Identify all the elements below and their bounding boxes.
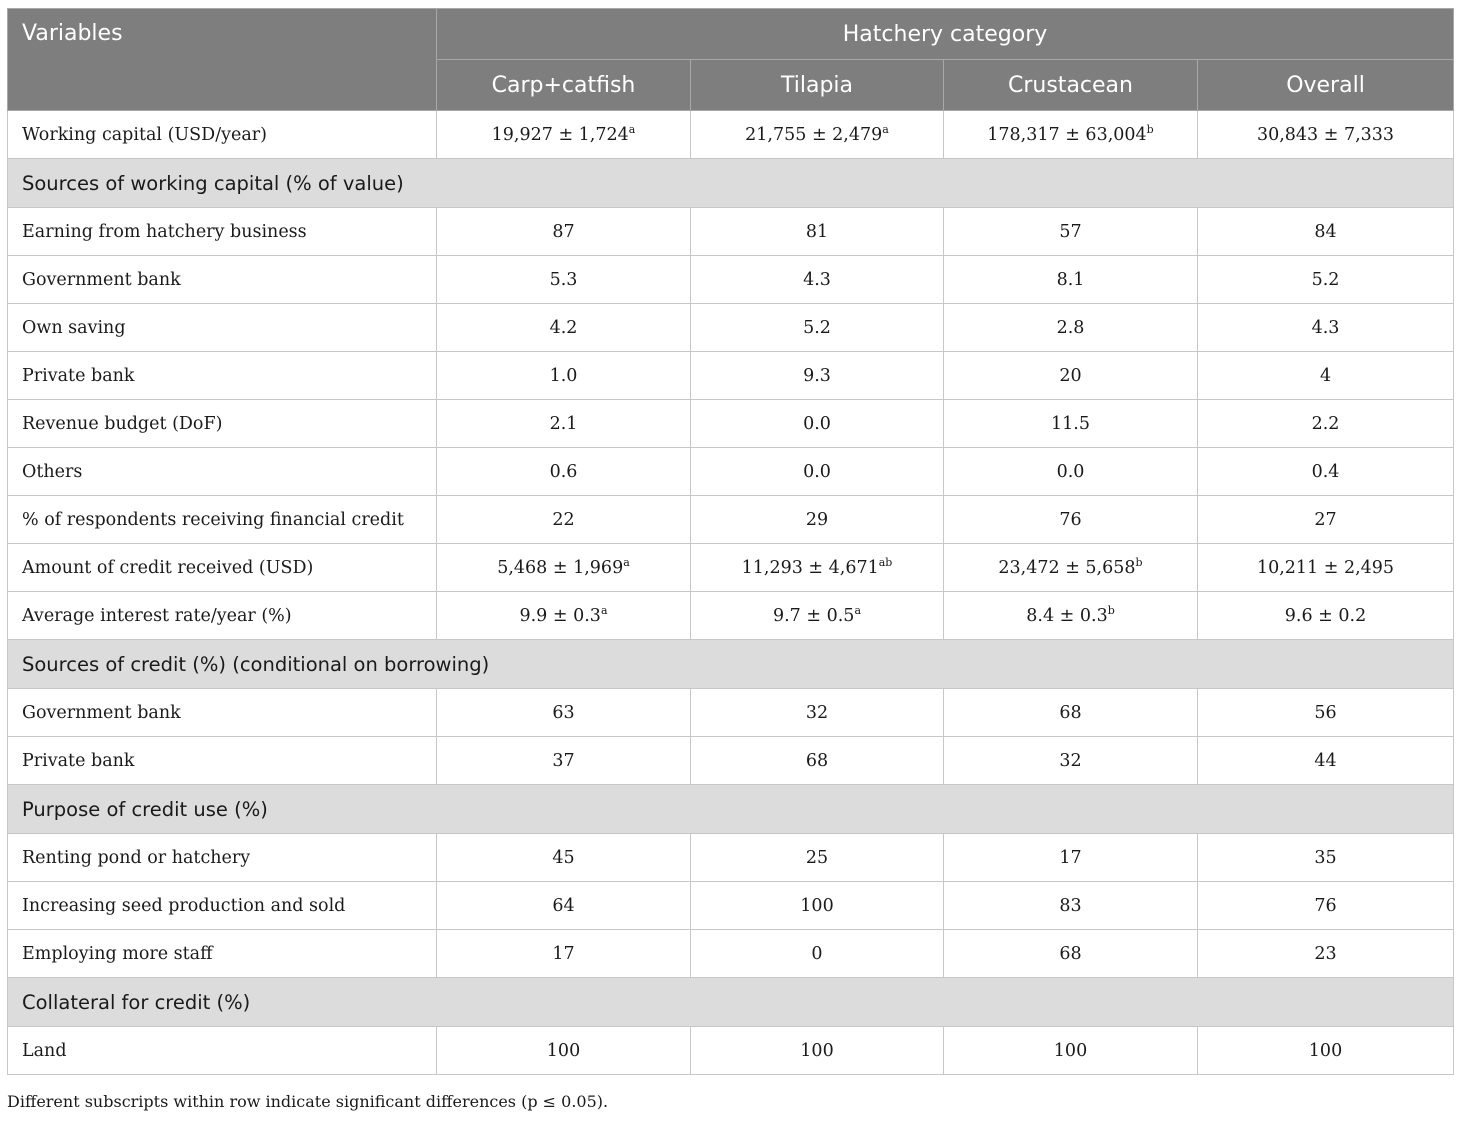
section-label: Sources of working capital (% of value) (8, 159, 1454, 208)
cell-tilapia: 0.0 (691, 400, 944, 448)
cell-tilapia: 100 (691, 1027, 944, 1075)
column-header-carp-catfish: Carp+catfish (437, 60, 691, 111)
cell-overall: 23 (1198, 930, 1454, 978)
cell-tilapia: 5.2 (691, 304, 944, 352)
cell-tilapia: 4.3 (691, 256, 944, 304)
section-purpose-credit (8, 785, 1454, 834)
column-header-overall: Overall (1198, 60, 1454, 111)
section-sources-credit (8, 640, 1454, 689)
cell-overall: 10,211 ± 2,495 (1198, 544, 1454, 592)
cell-crustacean: 32 (944, 737, 1198, 785)
row-label: % of respondents receiving financial credit (8, 496, 437, 544)
row-label: Revenue budget (DoF) (8, 400, 437, 448)
cell-carp-catfish: 9.9 ± 0.3$^a$ (437, 592, 691, 640)
section-collateral (8, 978, 1454, 1027)
row-private-bank (8, 352, 1454, 400)
hatchery-credit-table (7, 8, 1454, 1075)
row-label: Increasing seed production and sold (8, 882, 437, 930)
cell-overall: 84 (1198, 208, 1454, 256)
row-label: Renting pond or hatchery (8, 834, 437, 882)
cell-carp-catfish: 5.3 (437, 256, 691, 304)
row-label: Working capital (USD/year) (8, 111, 437, 159)
cell-tilapia: 9.3 (691, 352, 944, 400)
cell-carp-catfish: 37 (437, 737, 691, 785)
cell-overall: 4.3 (1198, 304, 1454, 352)
cell-crustacean: 0.0 (944, 448, 1198, 496)
row-land (8, 1027, 1454, 1075)
column-header-crustacean: Crustacean (944, 60, 1198, 111)
row-pct-receiving-credit (8, 496, 1454, 544)
row-label: Others (8, 448, 437, 496)
table-header (8, 9, 1454, 111)
cell-crustacean: 83 (944, 882, 1198, 930)
variables-header: Variables (8, 9, 437, 111)
cell-carp-catfish: 87 (437, 208, 691, 256)
cell-carp-catfish: 19,927 ± 1,724$^a$ (437, 111, 691, 159)
row-label: Employing more staff (8, 930, 437, 978)
cell-tilapia: 11,293 ± 4,671$^{ab}$ (691, 544, 944, 592)
row-renting-pond (8, 834, 1454, 882)
cell-carp-catfish: 0.6 (437, 448, 691, 496)
row-label: Government bank (8, 256, 437, 304)
row-credit-government-bank (8, 689, 1454, 737)
row-own-saving (8, 304, 1454, 352)
row-working-capital (8, 111, 1454, 159)
cell-crustacean: 23,472 ± 5,658$^b$ (944, 544, 1198, 592)
row-employing-staff (8, 930, 1454, 978)
cell-crustacean: 8.1 (944, 256, 1198, 304)
section-label: Purpose of credit use (%) (8, 785, 1454, 834)
cell-tilapia: 25 (691, 834, 944, 882)
section-sources-working-capital (8, 159, 1454, 208)
cell-tilapia: 100 (691, 882, 944, 930)
row-government-bank (8, 256, 1454, 304)
cell-crustacean: 20 (944, 352, 1198, 400)
cell-crustacean: 100 (944, 1027, 1198, 1075)
cell-overall: 2.2 (1198, 400, 1454, 448)
cell-overall: 35 (1198, 834, 1454, 882)
cell-crustacean: 57 (944, 208, 1198, 256)
row-others (8, 448, 1454, 496)
cell-crustacean: 68 (944, 930, 1198, 978)
cell-carp-catfish: 17 (437, 930, 691, 978)
row-label: Own saving (8, 304, 437, 352)
cell-overall: 44 (1198, 737, 1454, 785)
hatchery-category-header: Hatchery category (437, 9, 1454, 60)
header-row-group (8, 9, 1454, 60)
row-revenue-budget (8, 400, 1454, 448)
cell-carp-catfish: 22 (437, 496, 691, 544)
row-label: Earning from hatchery business (8, 208, 437, 256)
row-earning-hatchery (8, 208, 1454, 256)
section-label: Collateral for credit (%) (8, 978, 1454, 1027)
row-label: Land (8, 1027, 437, 1075)
row-interest-rate (8, 592, 1454, 640)
column-header-tilapia: Tilapia (691, 60, 944, 111)
cell-tilapia: 32 (691, 689, 944, 737)
row-label: Average interest rate/year (%) (8, 592, 437, 640)
cell-crustacean: 178,317 ± 63,004$^b$ (944, 111, 1198, 159)
cell-overall: 100 (1198, 1027, 1454, 1075)
row-label: Government bank (8, 689, 437, 737)
cell-tilapia: 29 (691, 496, 944, 544)
table-footnote: Different subscripts within row indicate significant differences (p ≤ 0.05). (7, 1092, 609, 1111)
cell-tilapia: 9.7 ± 0.5$^a$ (691, 592, 944, 640)
cell-overall: 4 (1198, 352, 1454, 400)
cell-overall: 9.6 ± 0.2 (1198, 592, 1454, 640)
cell-tilapia: 0 (691, 930, 944, 978)
row-credit-private-bank (8, 737, 1454, 785)
cell-carp-catfish: 64 (437, 882, 691, 930)
cell-crustacean: 68 (944, 689, 1198, 737)
cell-carp-catfish: 2.1 (437, 400, 691, 448)
cell-tilapia: 81 (691, 208, 944, 256)
table-body (8, 111, 1454, 1075)
cell-crustacean: 76 (944, 496, 1198, 544)
row-increasing-seed (8, 882, 1454, 930)
cell-overall: 76 (1198, 882, 1454, 930)
row-label: Private bank (8, 352, 437, 400)
cell-crustacean: 11.5 (944, 400, 1198, 448)
row-label: Amount of credit received (USD) (8, 544, 437, 592)
cell-overall: 5.2 (1198, 256, 1454, 304)
cell-carp-catfish: 100 (437, 1027, 691, 1075)
cell-overall: 56 (1198, 689, 1454, 737)
cell-overall: 0.4 (1198, 448, 1454, 496)
cell-carp-catfish: 63 (437, 689, 691, 737)
cell-tilapia: 21,755 ± 2,479$^a$ (691, 111, 944, 159)
cell-carp-catfish: 4.2 (437, 304, 691, 352)
cell-overall: 27 (1198, 496, 1454, 544)
cell-tilapia: 68 (691, 737, 944, 785)
cell-carp-catfish: 45 (437, 834, 691, 882)
cell-crustacean: 2.8 (944, 304, 1198, 352)
cell-crustacean: 8.4 ± 0.3$^b$ (944, 592, 1198, 640)
section-label: Sources of credit (%) (conditional on borrowing) (8, 640, 1454, 689)
cell-overall: 30,843 ± 7,333 (1198, 111, 1454, 159)
cell-carp-catfish: 5,468 ± 1,969$^a$ (437, 544, 691, 592)
cell-tilapia: 0.0 (691, 448, 944, 496)
row-label: Private bank (8, 737, 437, 785)
row-amount-credit (8, 544, 1454, 592)
cell-crustacean: 17 (944, 834, 1198, 882)
cell-carp-catfish: 1.0 (437, 352, 691, 400)
